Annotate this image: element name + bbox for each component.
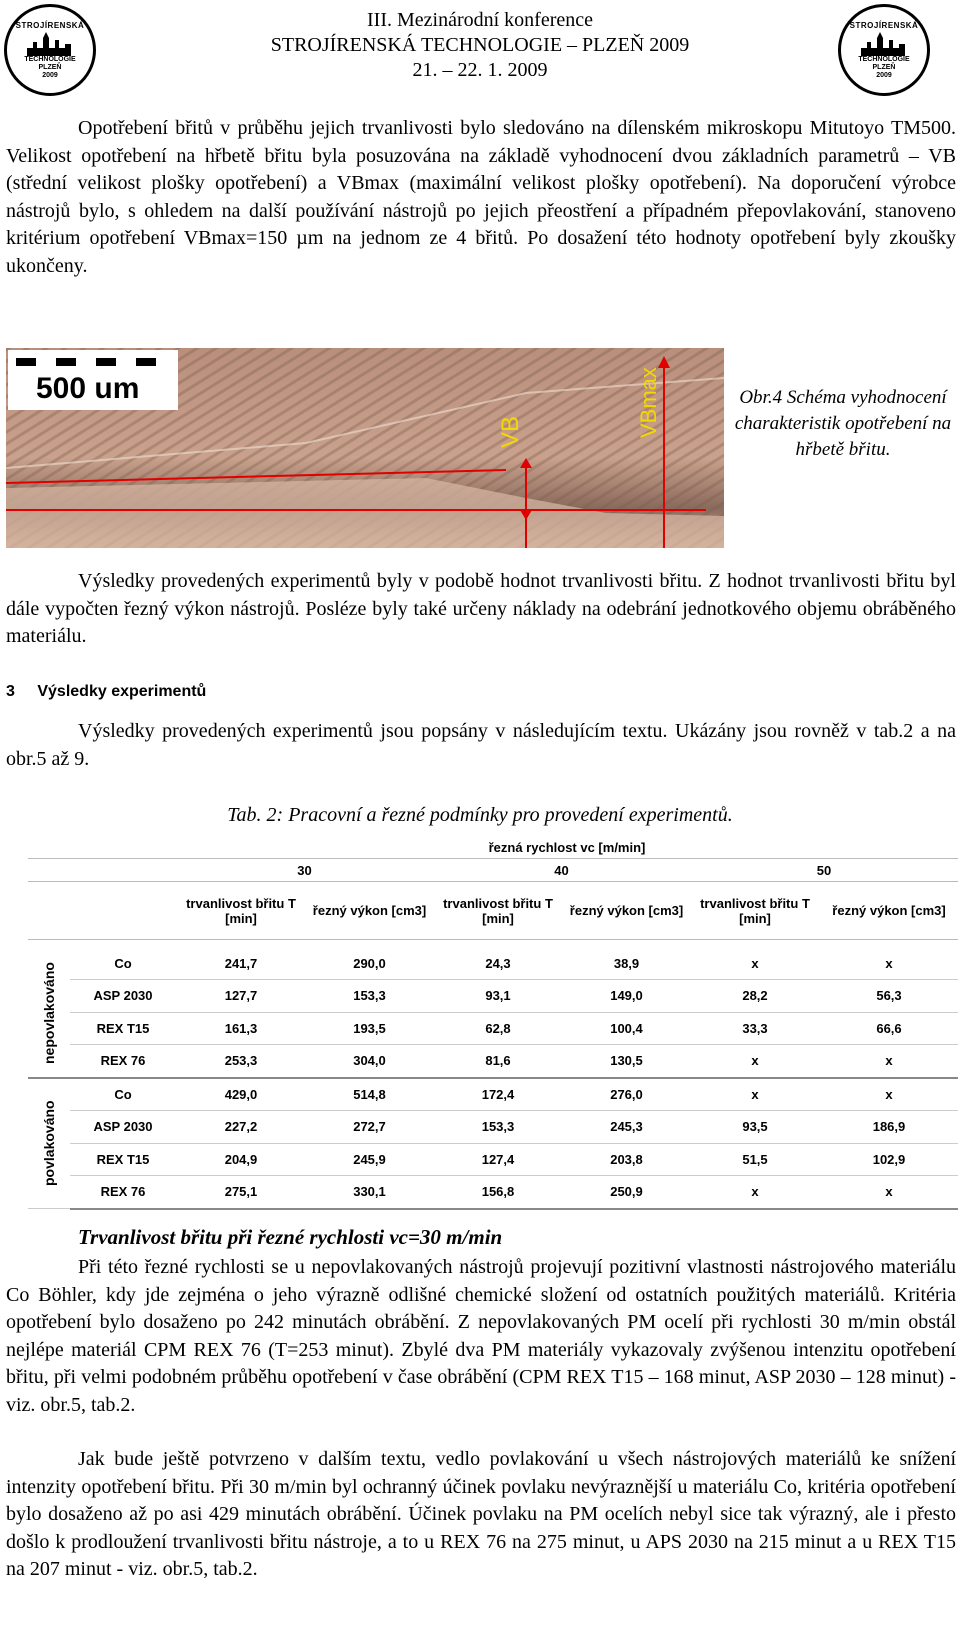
col-power-header: řezný výkon [cm3] <box>306 882 433 940</box>
speed-header-40: 40 <box>433 859 690 882</box>
table-cell: 24,3 <box>433 948 563 980</box>
table-cell: ASP 2030 <box>70 980 176 1013</box>
col-power-header: řezný výkon [cm3] <box>820 882 958 940</box>
vb-label: VB <box>497 415 524 448</box>
header-line3: 21. – 22. 1. 2009 <box>412 59 548 81</box>
table-cell: REX T15 <box>70 1143 176 1176</box>
table-cell: 245,3 <box>563 1111 690 1144</box>
speed-header-30: 30 <box>176 859 433 882</box>
table-cell: x <box>690 1078 820 1111</box>
table-cell: 38,9 <box>563 948 690 980</box>
table-cell: Co <box>70 1078 176 1111</box>
table-cell: 429,0 <box>176 1078 306 1111</box>
logo-ring-text: STROJÍRENSKÁ <box>15 20 85 30</box>
table-cell: 204,9 <box>176 1143 306 1176</box>
table-cell: 66,6 <box>820 1012 958 1045</box>
logo-sub3: 2009 <box>876 71 892 79</box>
table-row <box>28 1176 958 1209</box>
section-title: Výsledky experimentů <box>37 683 207 700</box>
header-line1: III. Mezinárodní konference <box>367 9 593 31</box>
table-cell: 275,1 <box>176 1176 306 1209</box>
table-cell: 33,3 <box>690 1012 820 1045</box>
table-cell: 51,5 <box>690 1143 820 1176</box>
table-cell: 172,4 <box>433 1078 563 1111</box>
col-life-header: trvanlivost břitu T [min] <box>176 882 306 940</box>
paragraph-2: Výsledky provedených experimentů byly v podobě hodnot trvanlivosti břitu. Z hodnot trvanlivosti břitu byl dále vypočten řezný výkon nástrojů. Posléze byly také určeny náklady na odebrání jednotkového objemu obráběného materiálu. <box>6 570 956 647</box>
paragraph-3: Výsledky provedených experimentů jsou popsány v následujícím textu. Ukázány jsou rovněž v tab.2 a na obr.5 až 9. <box>6 720 956 770</box>
table-row <box>28 1078 958 1111</box>
scale-bar-label: 500 um <box>36 372 140 405</box>
logo-sub3: 2009 <box>42 71 58 79</box>
paragraph-5: Jak bude ještě potvrzeno v dalším textu, vedlo povlakování u všech nástrojových materiálů ke snížení intenzity opotřebení břitu. Při 30 m/min byl ochranný účinek povlaku nevýraznější u materiálu Co, kritéria opotřebení bylo dosaženo až po asi 429 minutách obrábění. Účinek povlaku na PM ocelích nebyl sice tak výrazný, ale i přesto došlo k prodloužení trvanlivosti břitu nástroje, a to u REX 76 na 275 minut, u APS 2030 na 215 minut a u REX T15 na 207 minut - viz. obr.5, tab.2. <box>6 1448 956 1580</box>
logo-sub2: PLZEŇ <box>38 63 62 71</box>
table-cell: ASP 2030 <box>70 1111 176 1144</box>
table-cell: 56,3 <box>820 980 958 1013</box>
table-cell: 81,6 <box>433 1045 563 1078</box>
table-cell: x <box>690 948 820 980</box>
table-cell: x <box>690 1045 820 1078</box>
table-cell: 241,7 <box>176 948 306 980</box>
table-row <box>28 1143 958 1176</box>
conference-header <box>0 8 960 83</box>
vbmax-label: VBmax <box>636 367 661 438</box>
logo-sub2: PLZEŇ <box>872 63 896 71</box>
logo-ring-text: STROJÍRENSKÁ <box>849 20 919 30</box>
table-cell: 100,4 <box>563 1012 690 1045</box>
group-label-uncoated: nepovlakováno <box>28 948 70 1078</box>
speed-header-50: 50 <box>690 859 958 882</box>
table-caption: Tab. 2: Pracovní a řezné podmínky pro provedení experimentů. <box>227 804 733 826</box>
table-cell: 304,0 <box>306 1045 433 1078</box>
table-cell: REX 76 <box>70 1176 176 1209</box>
table-cell: x <box>820 1045 958 1078</box>
col-power-header: řezný výkon [cm3] <box>563 882 690 940</box>
table-top-header: řezná rychlost vc [m/min] <box>176 836 958 859</box>
table-cell: 276,0 <box>563 1078 690 1111</box>
table-cell: 93,5 <box>690 1111 820 1144</box>
table-row <box>28 1012 958 1045</box>
table-cell: 28,2 <box>690 980 820 1013</box>
table-cell: 127,4 <box>433 1143 563 1176</box>
table-cell: x <box>820 1078 958 1111</box>
table-cell: 203,8 <box>563 1143 690 1176</box>
table-cell: 227,2 <box>176 1111 306 1144</box>
paragraph-4: Při této řezné rychlosti se u nepovlakovaných nástrojů projevují pozitivní vlastnosti nástrojového materiálu Co Böhler, kdy jde zejména o jeho výrazně odlišné chemické složení od ostatních použitých materiálů. Kritéria opotřebení bylo dosaženo po 242 minutách obrábění. Z nepovlakovaných PM ocelí při rychlosti 30 m/min obstál nejlépe materiál CPM REX 76 (T=253 minut). Zbylé dva PM materiály vykazovaly zvýšenou intenzitu opotřebení břitu, při velmi podobném průběhu opotřebení v čase obrábění (CPM REX T15 – 168 minut, ASP 2030 – 128 minut) - viz. obr.5, tab.2. <box>6 1256 956 1416</box>
table-cell: 149,0 <box>563 980 690 1013</box>
table-row <box>28 1111 958 1144</box>
table-cell: x <box>820 948 958 980</box>
table-cell: 156,8 <box>433 1176 563 1209</box>
logo-sub1: TECHNOLOGIE <box>24 55 76 63</box>
table-cell: 253,3 <box>176 1045 306 1078</box>
figure-caption: Obr.4 Schéma vyhodnocení charakteristik opotřebení na hřbetě břitu. <box>734 387 952 460</box>
table-cell: 153,3 <box>306 980 433 1013</box>
table-cell: 62,8 <box>433 1012 563 1045</box>
col-life-header: trvanlivost břitu T [min] <box>433 882 563 940</box>
table-cell: 186,9 <box>820 1111 958 1144</box>
table-row <box>28 948 958 980</box>
table-cell: 153,3 <box>433 1111 563 1144</box>
table-cell: 245,9 <box>306 1143 433 1176</box>
table-cell: Co <box>70 948 176 980</box>
table-cell: 161,3 <box>176 1012 306 1045</box>
table-row <box>28 980 958 1013</box>
results-table <box>28 836 958 1210</box>
section-number: 3 <box>6 683 15 700</box>
table-cell: 127,7 <box>176 980 306 1013</box>
table-cell: 330,1 <box>306 1176 433 1209</box>
section-heading <box>6 683 206 701</box>
table-cell: 102,9 <box>820 1143 958 1176</box>
subheading: Trvanlivost břitu při řezné rychlosti vc=30 m/min <box>78 1225 503 1249</box>
results-table-grid <box>28 836 958 1210</box>
wear-micrograph <box>6 348 724 548</box>
table-cell: 514,8 <box>306 1078 433 1111</box>
table-cell: x <box>690 1176 820 1209</box>
table-cell: 93,1 <box>433 980 563 1013</box>
table-cell: 272,7 <box>306 1111 433 1144</box>
col-life-header: trvanlivost břitu T [min] <box>690 882 820 940</box>
table-cell: 193,5 <box>306 1012 433 1045</box>
table-cell: REX T15 <box>70 1012 176 1045</box>
table-cell: REX 76 <box>70 1045 176 1078</box>
micrograph-image <box>6 348 724 548</box>
header-line2: STROJÍRENSKÁ TECHNOLOGIE – PLZEŇ 2009 <box>270 34 690 56</box>
table-row <box>28 1045 958 1078</box>
table-cell: 290,0 <box>306 948 433 980</box>
table-cell: 130,5 <box>563 1045 690 1078</box>
group-label-coated: povlakováno <box>28 1078 70 1209</box>
table-cell: x <box>820 1176 958 1209</box>
logo-sub1: TECHNOLOGIE <box>858 55 910 63</box>
paragraph-1: Opotřebení břitů v průběhu jejich trvanlivosti bylo sledováno na dílenském mikroskopu Mitutoyo TM500. Velikost opotřebení na hřbetě břitu byla posuzována na základě vyhodnocení dvou základních parametrů – VB (střední velikost plošky opotřebení) a VBmax (maximální velikost plošky opotřebení). Na doporučení výrobce nástrojů bylo, s ohledem na další používání nástrojů po jejich přeostření a případném přepovlakování, stanoveno kritérium opotřebení VBmax=150 µm na jednom ze 4 břitů. Po dosažení této hodnoty opotřebení byly zkoušky ukončeny. <box>6 117 956 277</box>
table-cell: 250,9 <box>563 1176 690 1209</box>
